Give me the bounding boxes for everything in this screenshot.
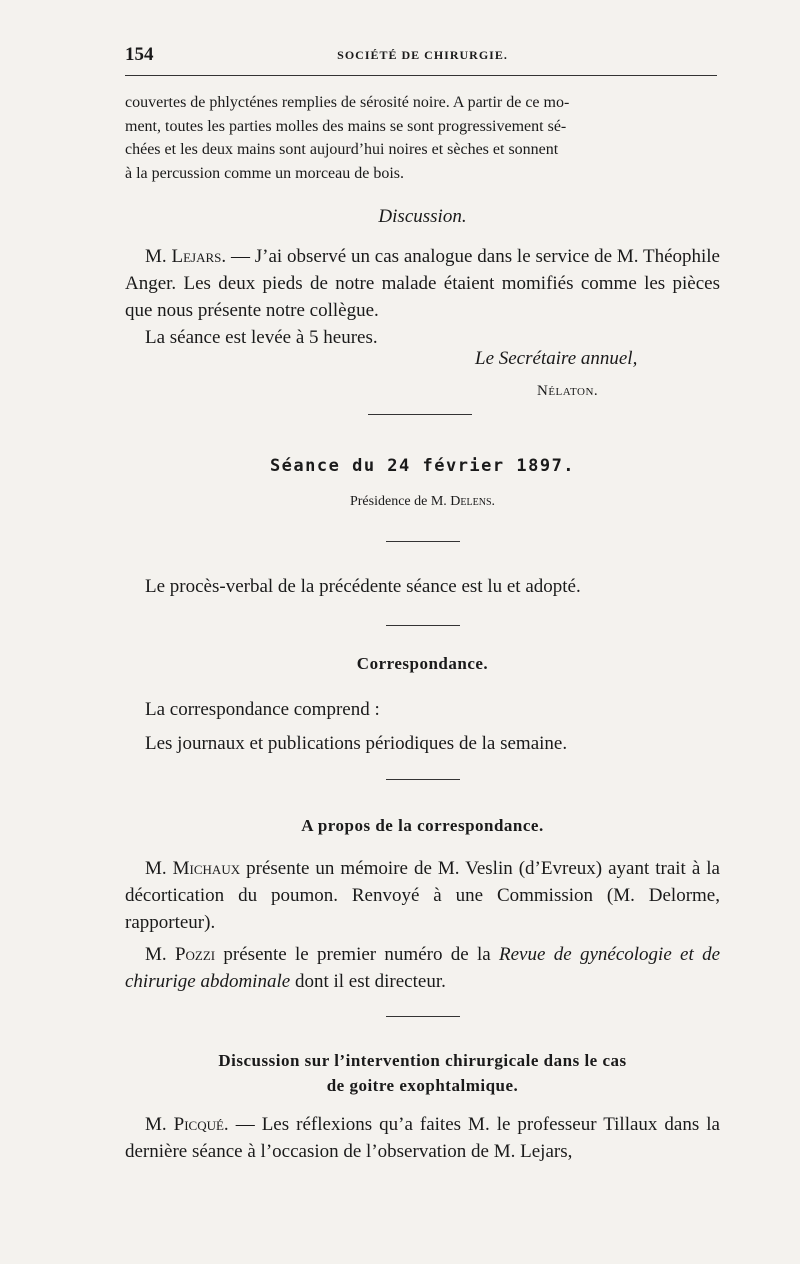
picque-text: — Les réflexions qu’a faites M. le professeur Tillaux dans la dernière séance à l’occasion de l’observation de M. Lejars,	[125, 1114, 720, 1162]
secretary-name: Nélaton.	[537, 383, 599, 399]
correspondance-heading: Correspondance.	[356, 654, 489, 673]
page-number: 154	[125, 44, 154, 65]
speaker-name: M. Lejars.	[145, 246, 227, 267]
seance-levee: La séance est levée à 5 heures.	[145, 327, 378, 348]
section-rule	[386, 541, 460, 542]
goitre-heading-line: Discussion sur l’intervention chirurgicale dans le cas	[218, 1051, 627, 1070]
pozzi-text-end: dont il est directeur.	[290, 971, 446, 992]
continuation-line: chées et les deux mains sont aujourd’hui noires et sèches et sonnent	[125, 141, 559, 158]
running-title: SOCIÉTÉ DE CHIRURGIE.	[337, 48, 508, 62]
picque-paragraph	[125, 1111, 720, 1165]
section-rule	[368, 414, 472, 415]
journal-title: Revue de gynécologie et de chirurige abdominale	[125, 944, 720, 992]
lejars-paragraph	[125, 243, 720, 324]
michaux-text: présente un mémoire de M. Veslin (d’Evreux) ayant trait à la décortication du poumon. Renvoyé à une Commission (M. Delorme, rapporteur).	[125, 858, 720, 933]
header-rule	[125, 75, 717, 76]
goitre-heading	[125, 1048, 720, 1098]
presidence-line	[125, 494, 720, 510]
running-header	[125, 44, 720, 68]
speaker-name: M. Picqué.	[145, 1114, 229, 1135]
goitre-heading-line: de goitre exophtalmique.	[326, 1076, 519, 1095]
section-rule	[386, 1016, 460, 1017]
continuation-line: à la percussion comme un morceau de bois.	[125, 164, 405, 182]
secretary-title: Le Secrétaire annuel,	[475, 348, 638, 369]
presidence-prefix: Présidence de M.	[349, 494, 451, 509]
apropos-heading: A propos de la correspondance.	[301, 816, 544, 835]
speaker-name: M. Michaux	[145, 858, 241, 879]
speaker-name: M. Pozzi	[145, 944, 216, 965]
lejars-text: — J’ai observé un cas analogue dans le service de M. Théophile Anger. Les deux pieds de notre malade étaient momifiés comme les pièces que nous présente notre collègue.	[125, 246, 720, 321]
section-rule	[386, 625, 460, 626]
continuation-line: ment, toutes les parties molles des mains se sont progressivement sé-	[125, 117, 567, 135]
continuation-line: couvertes de phlycténes remplies de sérosité noire. A partir de ce mo-	[125, 94, 570, 111]
session-title: Séance du 24 février 1897.	[269, 456, 576, 476]
discussion-heading: Discussion.	[378, 206, 467, 227]
correspondance-line: Les journaux et publications périodiques de la semaine.	[145, 733, 568, 754]
section-rule	[386, 779, 460, 780]
proces-verbal: Le procès-verbal de la précédente séance est lu et adopté.	[145, 576, 581, 597]
pozzi-text: présente le premier numéro de la	[215, 944, 500, 965]
continuation-paragraph	[125, 91, 720, 185]
michaux-paragraph	[125, 855, 720, 936]
correspondance-line: La correspondance comprend :	[145, 699, 380, 720]
pozzi-paragraph	[125, 941, 720, 995]
president-name: Delens.	[450, 494, 496, 509]
